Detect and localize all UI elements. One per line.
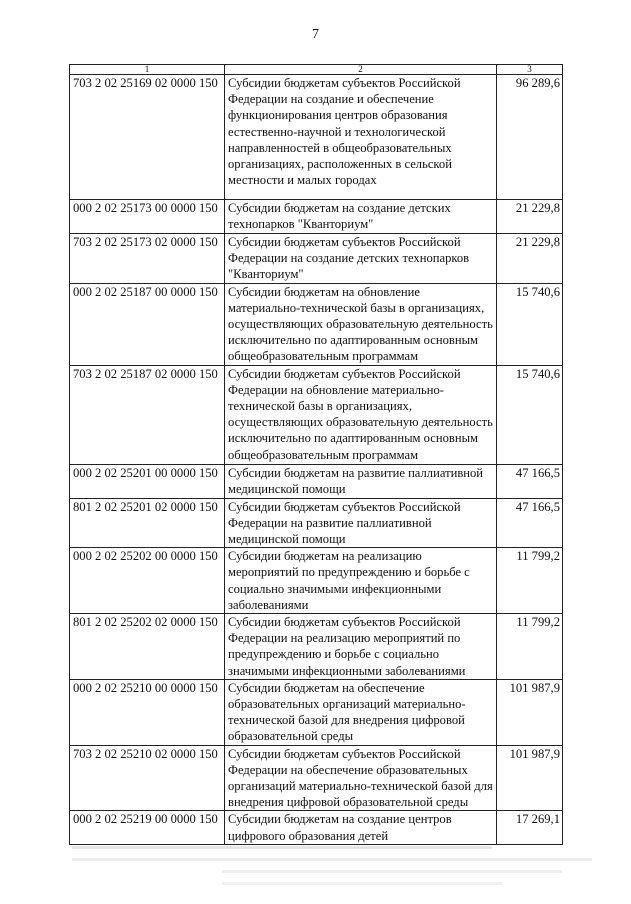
- budget-amount: 47 166,5: [497, 464, 563, 498]
- budget-code: 801 2 02 25201 02 0000 150: [70, 498, 225, 548]
- column-header-description: 2: [225, 65, 497, 75]
- scan-artifact: [222, 870, 562, 873]
- budget-description: Субсидии бюджетам субъектов Российской Федерации на обновление материально-технической базы в организациях, осуществляющих образовательную деятельность исключительно по адаптированным основным общеобразовательным программам: [225, 365, 497, 464]
- budget-amount: 101 987,9: [497, 679, 563, 745]
- budget-description: Субсидии бюджетам субъектов Российской Федерации на обеспечение образовательных организаций материально-технической базой для внедрения цифровой образовательной среды: [225, 745, 497, 811]
- budget-code: 801 2 02 25202 02 0000 150: [70, 614, 225, 680]
- budget-description: Субсидии бюджетам на обеспечение образовательных организаций материально-технической базой для внедрения цифровой образовательной среды: [225, 679, 497, 745]
- table-row: [70, 811, 563, 844]
- budget-description: Субсидии бюджетам субъектов Российской Федерации на создание и обеспечение функционирования центров образования естественно-научной и технологической направленностей в общеобразовательных организациях, расположенных в сельской местности и малых городах: [225, 75, 497, 200]
- budget-code: 703 2 02 25169 02 0000 150: [70, 75, 225, 200]
- column-header-amount: 3: [497, 65, 563, 75]
- budget-code: 000 2 02 25173 00 0000 150: [70, 200, 225, 234]
- scan-artifact: [72, 846, 492, 849]
- budget-description: Субсидии бюджетам субъектов Российской Федерации на реализацию мероприятий по предупреждению и борьбе с социально значимыми инфекционными заболеваниями: [225, 614, 497, 680]
- table-row: [70, 365, 563, 464]
- budget-description: Субсидии бюджетам на создание детских технопарков "Кванториум": [225, 200, 497, 234]
- budget-code: 703 2 02 25210 02 0000 150: [70, 745, 225, 811]
- budget-amount: 15 740,6: [497, 283, 563, 365]
- budget-amount: 101 987,9: [497, 745, 563, 811]
- budget-code: 703 2 02 25187 02 0000 150: [70, 365, 225, 464]
- table-row: [70, 200, 563, 234]
- budget-amount: 17 269,1: [497, 811, 563, 844]
- budget-description: Субсидии бюджетам на развитие паллиативной медицинской помощи: [225, 464, 497, 498]
- budget-code: 000 2 02 25210 00 0000 150: [70, 679, 225, 745]
- budget-description: Субсидии бюджетам субъектов Российской Федерации на развитие паллиативной медицинской помощи: [225, 498, 497, 548]
- budget-amount: 15 740,6: [497, 365, 563, 464]
- table-row: [70, 548, 563, 614]
- table-row: [70, 745, 563, 811]
- budget-table: [69, 64, 563, 845]
- budget-code: 000 2 02 25201 00 0000 150: [70, 464, 225, 498]
- table-header-row: [70, 65, 563, 75]
- table-row: [70, 464, 563, 498]
- budget-amount: 96 289,6: [497, 75, 563, 200]
- budget-description: Субсидии бюджетам субъектов Российской Федерации на создание детских технопарков "Кванториум": [225, 234, 497, 284]
- table-row: [70, 679, 563, 745]
- table-row: [70, 283, 563, 365]
- page-number: 7: [312, 27, 319, 42]
- scan-artifact: [222, 882, 502, 885]
- budget-amount: 11 799,2: [497, 548, 563, 614]
- budget-description: Субсидии бюджетам на обновление материально-технической базы в организациях, осуществляющих образовательную деятельность исключительно по адаптированным основным общеобразовательным программам: [225, 283, 497, 365]
- budget-code: 703 2 02 25173 02 0000 150: [70, 234, 225, 284]
- table-row: [70, 234, 563, 284]
- table-row: [70, 498, 563, 548]
- budget-amount: 21 229,8: [497, 234, 563, 284]
- budget-amount: 47 166,5: [497, 498, 563, 548]
- table-row: [70, 75, 563, 200]
- budget-code: 000 2 02 25219 00 0000 150: [70, 811, 225, 844]
- budget-description: Субсидии бюджетам на создание центров цифрового образования детей: [225, 811, 497, 844]
- budget-amount: 11 799,2: [497, 614, 563, 680]
- budget-description: Субсидии бюджетам на реализацию мероприятий по предупреждению и борьбе с социально значимыми инфекционными заболеваниями: [225, 548, 497, 614]
- scan-artifact: [72, 858, 592, 861]
- budget-code: 000 2 02 25187 00 0000 150: [70, 283, 225, 365]
- column-header-code: 1: [70, 65, 225, 75]
- budget-amount: 21 229,8: [497, 200, 563, 234]
- table-row: [70, 614, 563, 680]
- budget-code: 000 2 02 25202 00 0000 150: [70, 548, 225, 614]
